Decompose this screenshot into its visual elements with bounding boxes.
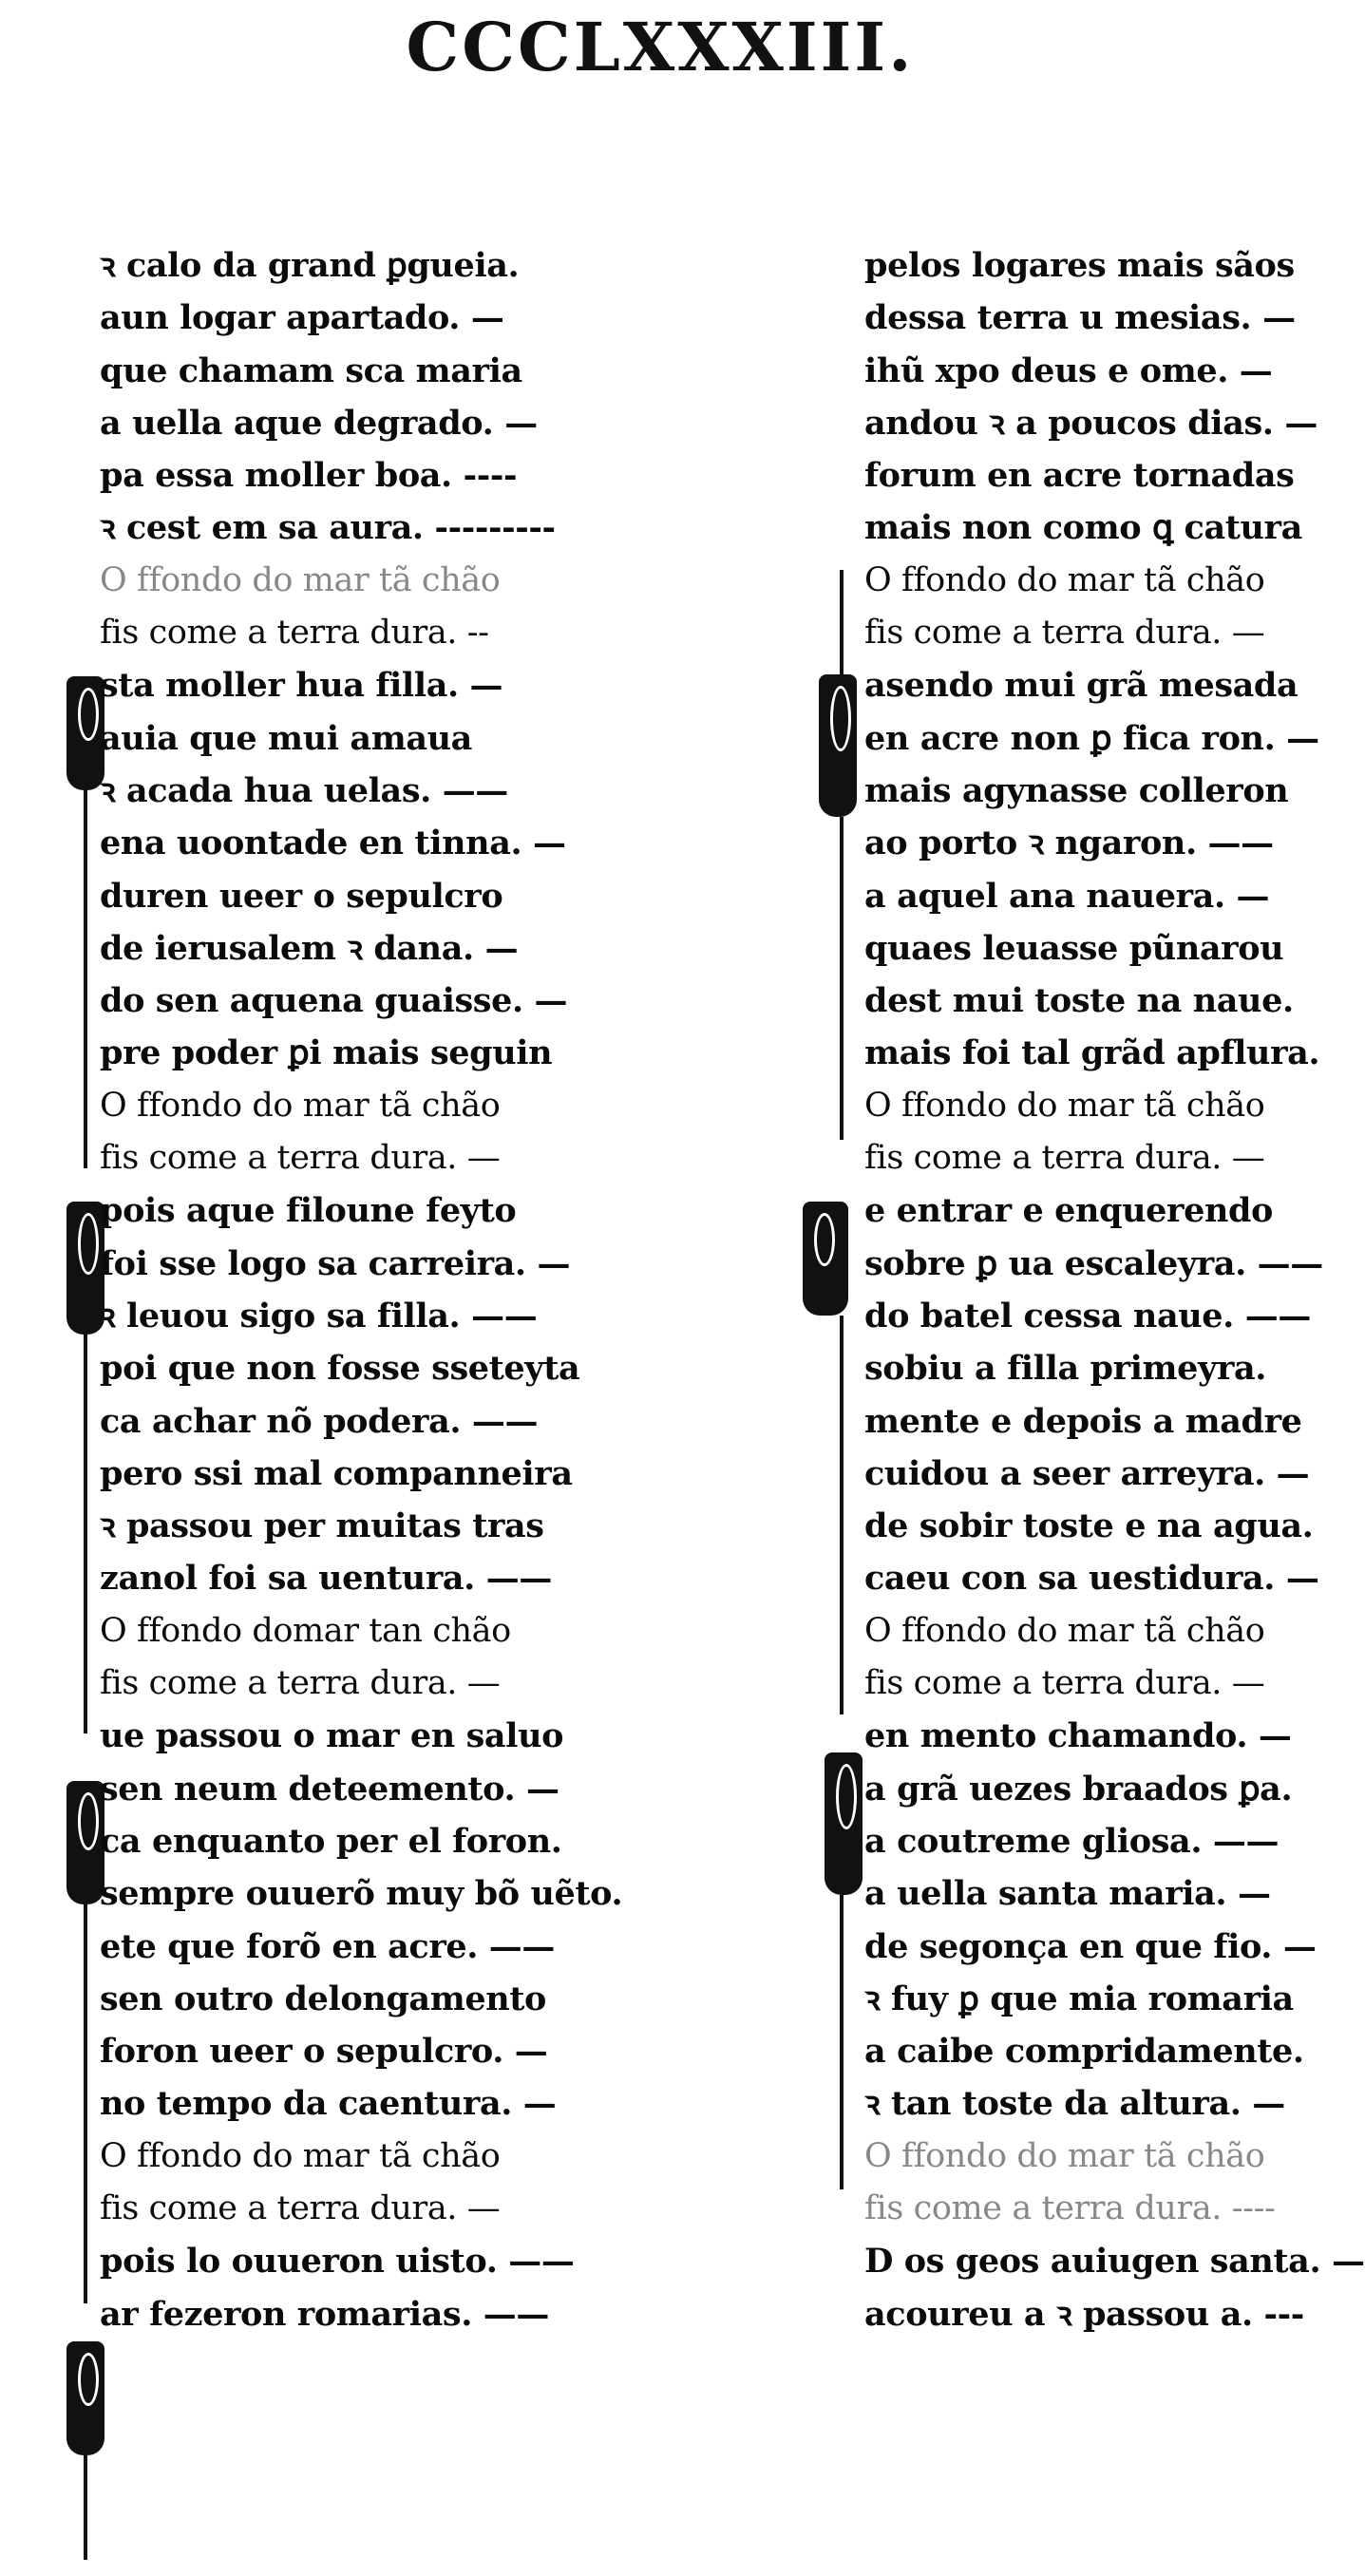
verse-line: a caibe compridamente.: [864, 2032, 1304, 2072]
verse-line: mais foi tal grãd apflura.: [864, 1033, 1320, 1073]
refrain-line: O ffondo do mar tã chão: [864, 560, 1265, 599]
verse-line: andou ꝛ a poucos dias. —: [864, 403, 1318, 443]
refrain-line: fis come a terra dura. --: [100, 614, 489, 653]
decorated-initial: [66, 1202, 104, 1335]
decorated-initial: [66, 1781, 104, 1904]
verse-line: sobre ꝑ ua escaleyra. ——: [864, 1243, 1323, 1283]
verse-line: aun logar apartado. —: [100, 298, 504, 338]
refrain-line: O ffondo do mar tã chão: [100, 1086, 501, 1125]
verse-line: pre poder ꝑi mais seguin: [100, 1033, 553, 1073]
refrain-line: O ffondo do mar tã chão: [100, 2136, 501, 2175]
folio-number: CCCLXXXIII.: [406, 8, 915, 86]
verse-line: sen outro delongamento: [100, 1979, 546, 2018]
initial-stem: [84, 2455, 87, 2560]
initial-stem: [840, 570, 844, 684]
verse-line: ao porto ꝛ ngaron. ——: [864, 824, 1274, 863]
verse-line: e entrar e enquerendo: [864, 1191, 1274, 1231]
decorated-initial: [66, 676, 104, 790]
decorated-initial: [825, 1752, 863, 1895]
verse-line: acoureu a ꝛ passou a. ---: [864, 2294, 1304, 2334]
decorated-initial: [66, 2341, 104, 2455]
verse-line: pois lo ouueron uisto. ——: [100, 2242, 575, 2282]
verse-line: mais agynasse colleron: [864, 770, 1289, 810]
verse-line: duren ueer o sepulcro: [100, 876, 503, 916]
verse-line: ena uoontade en tinna. —: [100, 824, 566, 863]
verse-line: de segonça en que fio. —: [864, 1926, 1317, 1966]
verse-line: ete que forõ en acre. ——: [100, 1926, 555, 1966]
verse-line: no tempo da caentura. —: [100, 2084, 557, 2124]
refrain-line: fis come a terra dura. —: [100, 2188, 501, 2227]
initial-stem: [84, 1904, 87, 2303]
verse-line: ꝛ calo da grand ꝑgueia.: [100, 246, 520, 285]
verse-line: ue passou o mar en saluo: [100, 1716, 564, 1756]
verse-line: zanol foi sa uentura. ——: [100, 1559, 552, 1599]
verse-line: quaes leuasse pũnarou: [864, 928, 1284, 968]
verse-line: mente e depois a madre: [864, 1401, 1302, 1441]
verse-line: sobiu a filla primeyra.: [864, 1349, 1267, 1389]
verse-line: do batel cessa naue. ——: [864, 1296, 1311, 1335]
verse-line: do sen aquena guaisse. —: [100, 981, 568, 1021]
verse-line: caeu con sa uestidura. —: [864, 1559, 1319, 1599]
verse-line: cuidou a seer arreyra. —: [864, 1453, 1310, 1493]
verse-line: a uella aque degrado. —: [100, 403, 538, 443]
refrain-line: O ffondo do mar tã chão: [864, 1611, 1265, 1650]
verse-line: poi que non fosse sseteyta: [100, 1349, 580, 1389]
verse-line: sta moller hua filla. —: [100, 666, 503, 706]
initial-stem: [840, 817, 844, 1140]
verse-line: sen neum deteemento. —: [100, 1769, 559, 1809]
verse-line: pa essa moller boa. ----: [100, 456, 518, 496]
verse-line: en acre non ꝑ fica ron. —: [864, 718, 1319, 758]
initial-stem: [84, 1335, 87, 1733]
refrain-line: fis come a terra dura. —: [864, 614, 1265, 653]
verse-line: a coutreme gliosa. ——: [864, 1821, 1280, 1861]
initial-stem: [84, 788, 87, 1168]
verse-line: D os geos auiugen santa. —: [864, 2242, 1365, 2282]
verse-line: pelos logares mais sãos: [864, 246, 1295, 285]
refrain-line: fis come a terra dura. ----: [864, 2188, 1276, 2227]
verse-line: ꝛ fuy ꝑ que mia romaria: [864, 1979, 1294, 2018]
verse-line: ꝛ leuou sigo sa filla. ——: [100, 1296, 538, 1335]
verse-line: a uella santa maria. —: [864, 1874, 1271, 1914]
refrain-line: fis come a terra dura. —: [864, 1664, 1265, 1703]
right-text-column: [864, 239, 1365, 2340]
decorated-initial: [803, 1202, 848, 1316]
refrain-line: O ffondo do mar tã chão: [864, 1086, 1265, 1125]
verse-line: a grã uezes braados ꝑa.: [864, 1769, 1293, 1809]
refrain-line: O ffondo do mar tã chão: [100, 560, 501, 599]
verse-line: ca achar nõ podera. ——: [100, 1401, 539, 1441]
verse-line: de sobir toste e na agua.: [864, 1506, 1314, 1546]
verse-line: auia que mui amaua: [100, 718, 472, 758]
verse-line: sempre ouuerõ muy bõ uẽto.: [100, 1874, 623, 1914]
verse-line: asendo mui grã mesada: [864, 666, 1299, 706]
verse-line: ca enquanto per el foron.: [100, 1821, 562, 1861]
verse-line: mais non como ꝗ catura: [864, 508, 1302, 548]
verse-line: a aquel ana nauera. —: [864, 876, 1270, 916]
verse-line: pero ssi mal companneira: [100, 1453, 573, 1493]
verse-line: que chamam sca maria: [100, 350, 522, 390]
verse-line: ꝛ tan toste da altura. —: [864, 2084, 1285, 2124]
initial-stem: [840, 1895, 844, 2189]
verse-line: ar fezeron romarias. ——: [100, 2294, 549, 2334]
verse-line: pois aque filoune feyto: [100, 1191, 517, 1231]
refrain-line: fis come a terra dura. —: [100, 1664, 501, 1703]
refrain-line: O ffondo domar tan chão: [100, 1611, 511, 1650]
decorated-initial: [819, 674, 857, 817]
verse-line: en mento chamando. —: [864, 1716, 1292, 1756]
verse-line: ꝛ acada hua uelas. ——: [100, 770, 508, 810]
verse-line: foi sse logo sa carreira. —: [100, 1243, 571, 1283]
left-text-column: [100, 239, 623, 2340]
verse-line: ihũ xpo deus e ome. —: [864, 350, 1273, 390]
verse-line: ꝛ cest em sa aura. ---------: [100, 508, 556, 548]
verse-line: forum en acre tornadas: [864, 456, 1295, 496]
initial-stem: [840, 1316, 844, 1714]
verse-line: dessa terra u mesias. —: [864, 298, 1296, 338]
refrain-line: fis come a terra dura. —: [864, 1139, 1265, 1178]
verse-line: de ierusalem ꝛ dana. —: [100, 928, 519, 968]
verse-line: ꝛ passou per muitas tras: [100, 1506, 544, 1546]
verse-line: dest mui toste na naue.: [864, 981, 1294, 1021]
verse-line: foron ueer o sepulcro. —: [100, 2032, 548, 2072]
refrain-line: fis come a terra dura. —: [100, 1139, 501, 1178]
refrain-line: O ffondo do mar tã chão: [864, 2136, 1265, 2175]
